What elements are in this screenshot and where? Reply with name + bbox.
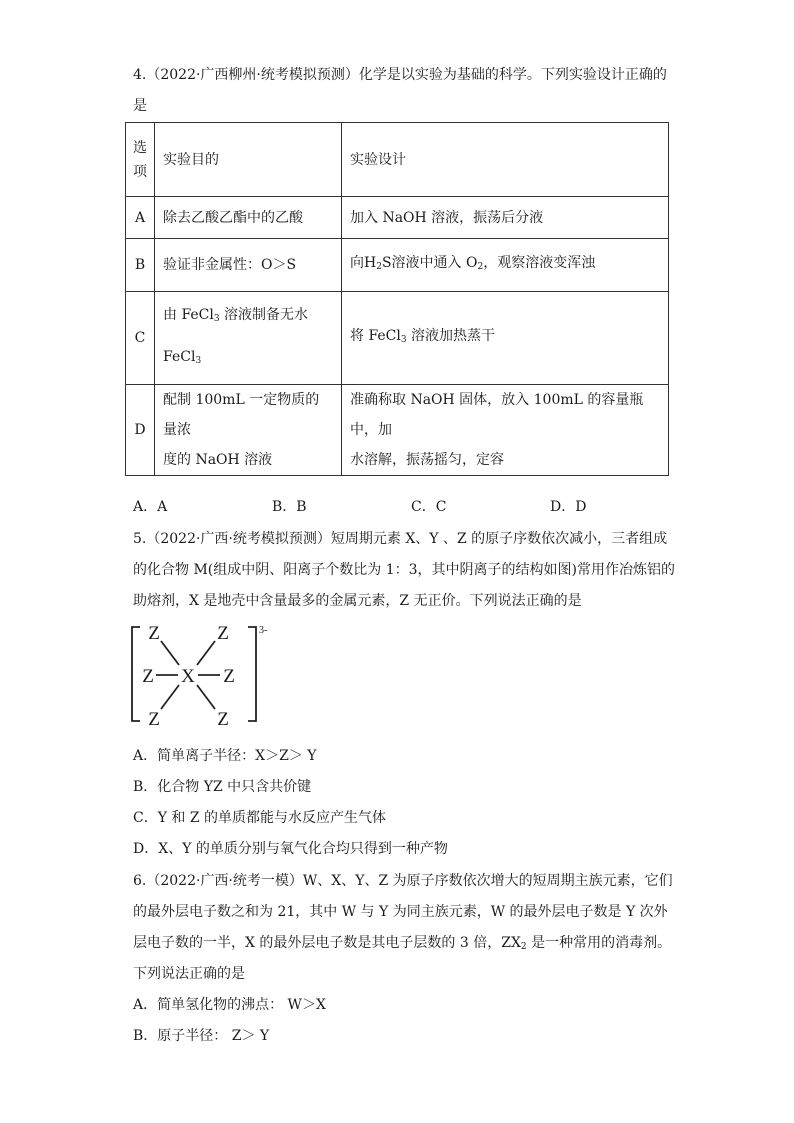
q5-stem-line2: 的化合物 M(组成中阴、阳离子个数比为 1：3，其中阴离子的结构如图)常用作冶炼铝的 <box>133 562 675 578</box>
row-b-goal: 验证非金属性：O＞S <box>155 239 342 292</box>
q5-option-b[interactable]: B．化合物 YZ 中只含共价键 <box>133 779 312 795</box>
table-header-goal: 实验目的 <box>155 123 342 197</box>
q5-stem-line1: 5.（2022·广西·统考模拟预测）短周期元素 X、Y 、Z 的原子序数依次减小，三者组成 <box>133 531 668 547</box>
ligand-z-top-left: Z <box>148 623 160 644</box>
row-b-design: 向$H_2S$溶液中通入 $O_2$，观察溶液变浑浊 <box>342 239 669 292</box>
q6-option-b[interactable]: B．原子半径： Z＞ Y <box>133 1028 270 1044</box>
q6-stem-line2: 的最外层电子数之和为 21，其中 W 与 Y 为同主族元素，W 的最外层电子数是 Y 次外 <box>133 904 668 920</box>
ion-charge: 3- <box>259 625 268 636</box>
q4-stem-line2: 是 <box>133 98 147 114</box>
table-row <box>126 239 669 292</box>
table-header-option: 选项 <box>126 123 155 197</box>
q4-option-a[interactable]: A．A <box>133 499 168 515</box>
q4-options <box>133 497 693 517</box>
q4-option-b[interactable]: B．B <box>272 499 307 515</box>
row-a-design: 加入 NaOH 溶液，振荡后分液 <box>342 197 669 239</box>
q6-stem-line4: 下列说法正确的是 <box>133 966 245 982</box>
q5-option-c[interactable]: C．Y 和 Z 的单质都能与水反应产生气体 <box>133 810 387 826</box>
row-a-option: A <box>126 197 155 239</box>
table-row <box>126 385 669 476</box>
q4-option-c[interactable]: C．C <box>411 499 447 515</box>
row-d-design: 准确称取 NaOH 固体，放入 100mL 的容量瓶中，加 水溶解，振荡摇匀，定容 <box>342 385 669 476</box>
row-d-goal: 配制 100mL 一定物质的量浓 度的 NaOH 溶液 <box>155 385 342 476</box>
ligand-z-bottom-left: Z <box>148 709 160 730</box>
q4-stem-line1: 4.（2022·广西柳州·统考模拟预测）化学是以实验为基础的科学。下列实验设计正确的 <box>133 67 667 83</box>
q5-option-d[interactable]: D．X、Y 的单质分别与氧气化合均只得到一种产物 <box>133 841 448 857</box>
table-row <box>126 292 669 385</box>
q6-stem-line1: 6.（2022·广西·统考一模）W、X、Y、Z 为原子序数依次增大的短周期主族元素，它们 <box>133 873 673 889</box>
row-d-option: D <box>126 385 155 476</box>
ligand-z-left: Z <box>142 666 154 687</box>
q4-table <box>125 122 669 476</box>
ligand-z-right: Z <box>223 666 235 687</box>
row-a-goal: 除去乙酸乙酯中的乙酸 <box>155 197 342 239</box>
table-header-design: 实验设计 <box>342 123 669 197</box>
row-c-goal: 由 FeCl$_3$ 溶液制备无水 FeCl$_3$ <box>155 292 342 385</box>
anion-structure-diagram <box>128 622 268 730</box>
ligand-z-bottom-right: Z <box>217 709 229 730</box>
center-atom-x: X <box>181 666 195 687</box>
q6-option-a[interactable]: A．简单氢化物的沸点： W＞X <box>133 997 326 1013</box>
row-c-option: C <box>126 292 155 385</box>
table-row <box>126 197 669 239</box>
q5-stem-line3: 助熔剂，X 是地壳中含量最多的金属元素，Z 无正价。下列说法正确的是 <box>133 593 582 609</box>
row-c-design: 将 FeCl$_3$ 溶液加热蒸干 <box>342 292 669 385</box>
row-b-option: B <box>126 239 155 292</box>
q5-option-a[interactable]: A．简单离子半径：X＞Z＞ Y <box>133 748 317 764</box>
q6-stem-line3: 层电子数的一半，X 的最外层电子数是其电子层数的 3 倍，$ZX_2$ 是一种常用的消毒剂。 <box>133 935 672 952</box>
ligand-z-top-right: Z <box>217 623 229 644</box>
q4-option-d[interactable]: D．D <box>550 499 587 515</box>
